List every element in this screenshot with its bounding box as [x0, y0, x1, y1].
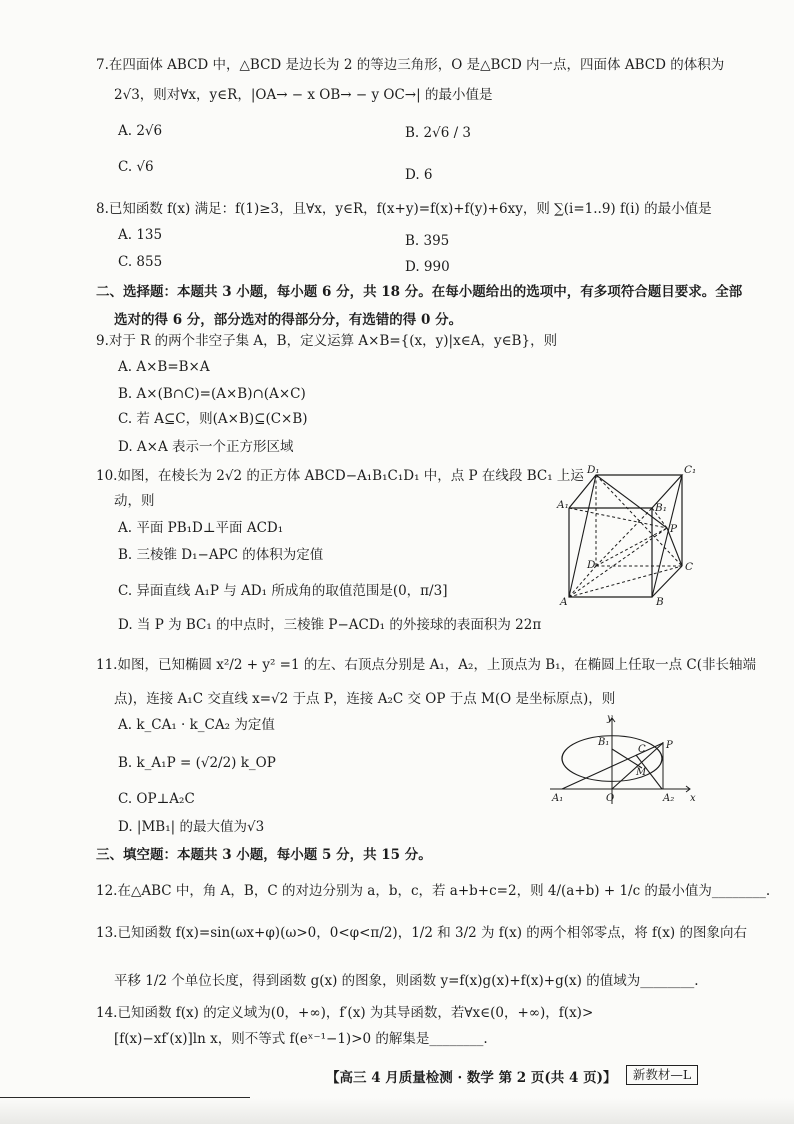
q13-stem-line1: 13.已知函数 f(x)=sin(ωx+φ)(ω>0，0<φ<π/2)，1/2 和 3/2 为 f(x) 的两个相邻零点，将 f(x) 的图象向右: [96, 925, 747, 941]
q7-stem-line1: 7.在四面体 ABCD 中，△BCD 是边长为 2 的等边三角形，O 是△BCD 内一点，四面体 ABCD 的体积为: [96, 57, 725, 73]
q14-stem-line2: [f(x)−xf′(x)]ln x，则不等式 f(eˣ⁻¹−1)>0 的解集是________.: [114, 1031, 488, 1047]
edition-tag: 新教材—L: [626, 1065, 698, 1085]
cube-label-a: A: [560, 596, 568, 608]
q11-option-b: B. k_A₁P = (√2/2) k_OP: [118, 755, 276, 771]
ellipse-figure: [550, 712, 700, 804]
q7-option-c: C. √6: [118, 159, 154, 175]
cube-label-b: B: [656, 596, 664, 608]
q7-option-a: A. 2√6: [118, 123, 163, 139]
page-footer: 【高三 4 月质量检测 · 数学 第 2 页(共 4 页)】: [326, 1070, 617, 1086]
q14-stem-line1: 14.已知函数 f(x) 的定义域为(0，+∞)，f′(x) 为其导函数，若∀x∈(0，+∞)，f(x)>: [96, 1005, 594, 1021]
q8-stem: 8.已知函数 f(x) 满足：f(1)≥3，且∀x，y∈R，f(x+y)=f(x)+f(y)+6xy，则 ∑(i=1..9) f(i) 的最小值是: [96, 201, 712, 217]
cube-label-d1: D₁: [587, 464, 600, 476]
section3-heading: 三、填空题：本题共 3 小题，每小题 5 分，共 15 分。: [96, 847, 432, 863]
q9-option-a: A. A×B=B×A: [118, 359, 210, 375]
q11-stem-line1: 11.如图，已知椭圆 x²/2 + y² =1 的左、右顶点分别是 A₁，A₂，上顶点为 B₁，在椭圆上任取一点 C(非长轴端: [96, 657, 756, 673]
scan-edge-shadow: [0, 1098, 794, 1124]
q10-stem-line2: 动，则: [114, 493, 155, 509]
cube-label-b1: B₁: [655, 502, 667, 514]
ellipse-label-a2: A₂: [663, 793, 675, 804]
q7-option-d: D. 6: [405, 167, 433, 183]
ellipse-label-x: x: [690, 793, 696, 804]
ellipse-label-c: C: [638, 744, 646, 755]
q10-option-a: A. 平面 PB₁D⊥平面 ACD₁: [118, 520, 284, 536]
q7-stem-line2: 2√3，则对∀x，y∈R，|OA→ − x OB→ − y OC→| 的最小值是: [114, 87, 493, 103]
q9-option-b: B. A×(B∩C)=(A×B)∩(A×C): [118, 386, 306, 402]
section2-heading-line1: 二、选择题：本题共 3 小题，每小题 6 分，共 18 分。在每小题给出的选项中，有多项符合题目要求。全部: [96, 284, 743, 300]
q7-option-b: B. 2√6 / 3: [405, 125, 472, 141]
q11-option-a: A. k_CA₁ · k_CA₂ 为定值: [118, 717, 275, 733]
cube-label-a1: A₁: [557, 499, 569, 511]
q9-stem: 9.对于 R 的两个非空子集 A，B，定义运算 A×B={(x，y)|x∈A，y∈B}，则: [96, 333, 558, 349]
q10-option-b: B. 三棱锥 D₁−APC 的体积为定值: [118, 547, 324, 563]
ellipse-label-b1: B₁: [598, 737, 610, 748]
q13-stem-line2: 平移 1/2 个单位长度，得到函数 g(x) 的图象，则函数 y=f(x)g(x)+f(x)+g(x) 的值域为________.: [114, 973, 699, 989]
ellipse-label-p: P: [666, 740, 673, 751]
q11-stem-line2: 点)，连接 A₁C 交直线 x=√2 于点 P，连接 A₂C 交 OP 于点 M(O 是坐标原点)，则: [114, 691, 616, 707]
cube-figure: [556, 462, 706, 610]
cube-label-p: P: [670, 523, 678, 535]
ellipse-label-y: y: [607, 713, 613, 724]
q8-option-b: B. 395: [405, 233, 450, 249]
q11-option-c: C. OP⊥A₂C: [118, 791, 195, 807]
q9-option-c: C. 若 A⊆C，则(A×B)⊆(C×B): [118, 411, 308, 427]
q10-option-c: C. 异面直线 A₁P 与 AD₁ 所成角的取值范围是(0，π/3]: [118, 583, 448, 599]
q12-stem: 12.在△ABC 中，角 A，B，C 的对边分别为 a，b，c，若 a+b+c=2，则 4/(a+b) + 1/c 的最小值为________.: [96, 883, 771, 899]
ellipse-label-o: O: [606, 793, 615, 804]
q10-option-d: D. 当 P 为 BC₁ 的中点时，三棱锥 P−ACD₁ 的外接球的表面积为 22π: [118, 617, 542, 633]
cube-label-c1: C₁: [684, 464, 697, 476]
section2-heading-line2: 选对的得 6 分，部分选对的得部分分，有选错的得 0 分。: [114, 312, 463, 328]
cube-label-d: D: [587, 559, 596, 571]
q11-option-d: D. |MB₁| 的最大值为√3: [118, 819, 265, 835]
q10-stem-line1: 10.如图，在棱长为 2√2 的正方体 ABCD−A₁B₁C₁D₁ 中，点 P 在线段 BC₁ 上运: [96, 468, 584, 484]
q8-option-d: D. 990: [405, 259, 450, 275]
q9-option-d: D. A×A 表示一个正方形区域: [118, 439, 294, 455]
cube-label-c: C: [685, 561, 694, 573]
q8-option-c: C. 855: [118, 254, 163, 270]
ellipse-label-a1: A₁: [552, 793, 564, 804]
ellipse-label-m: M: [636, 767, 647, 778]
q8-option-a: A. 135: [118, 227, 163, 243]
